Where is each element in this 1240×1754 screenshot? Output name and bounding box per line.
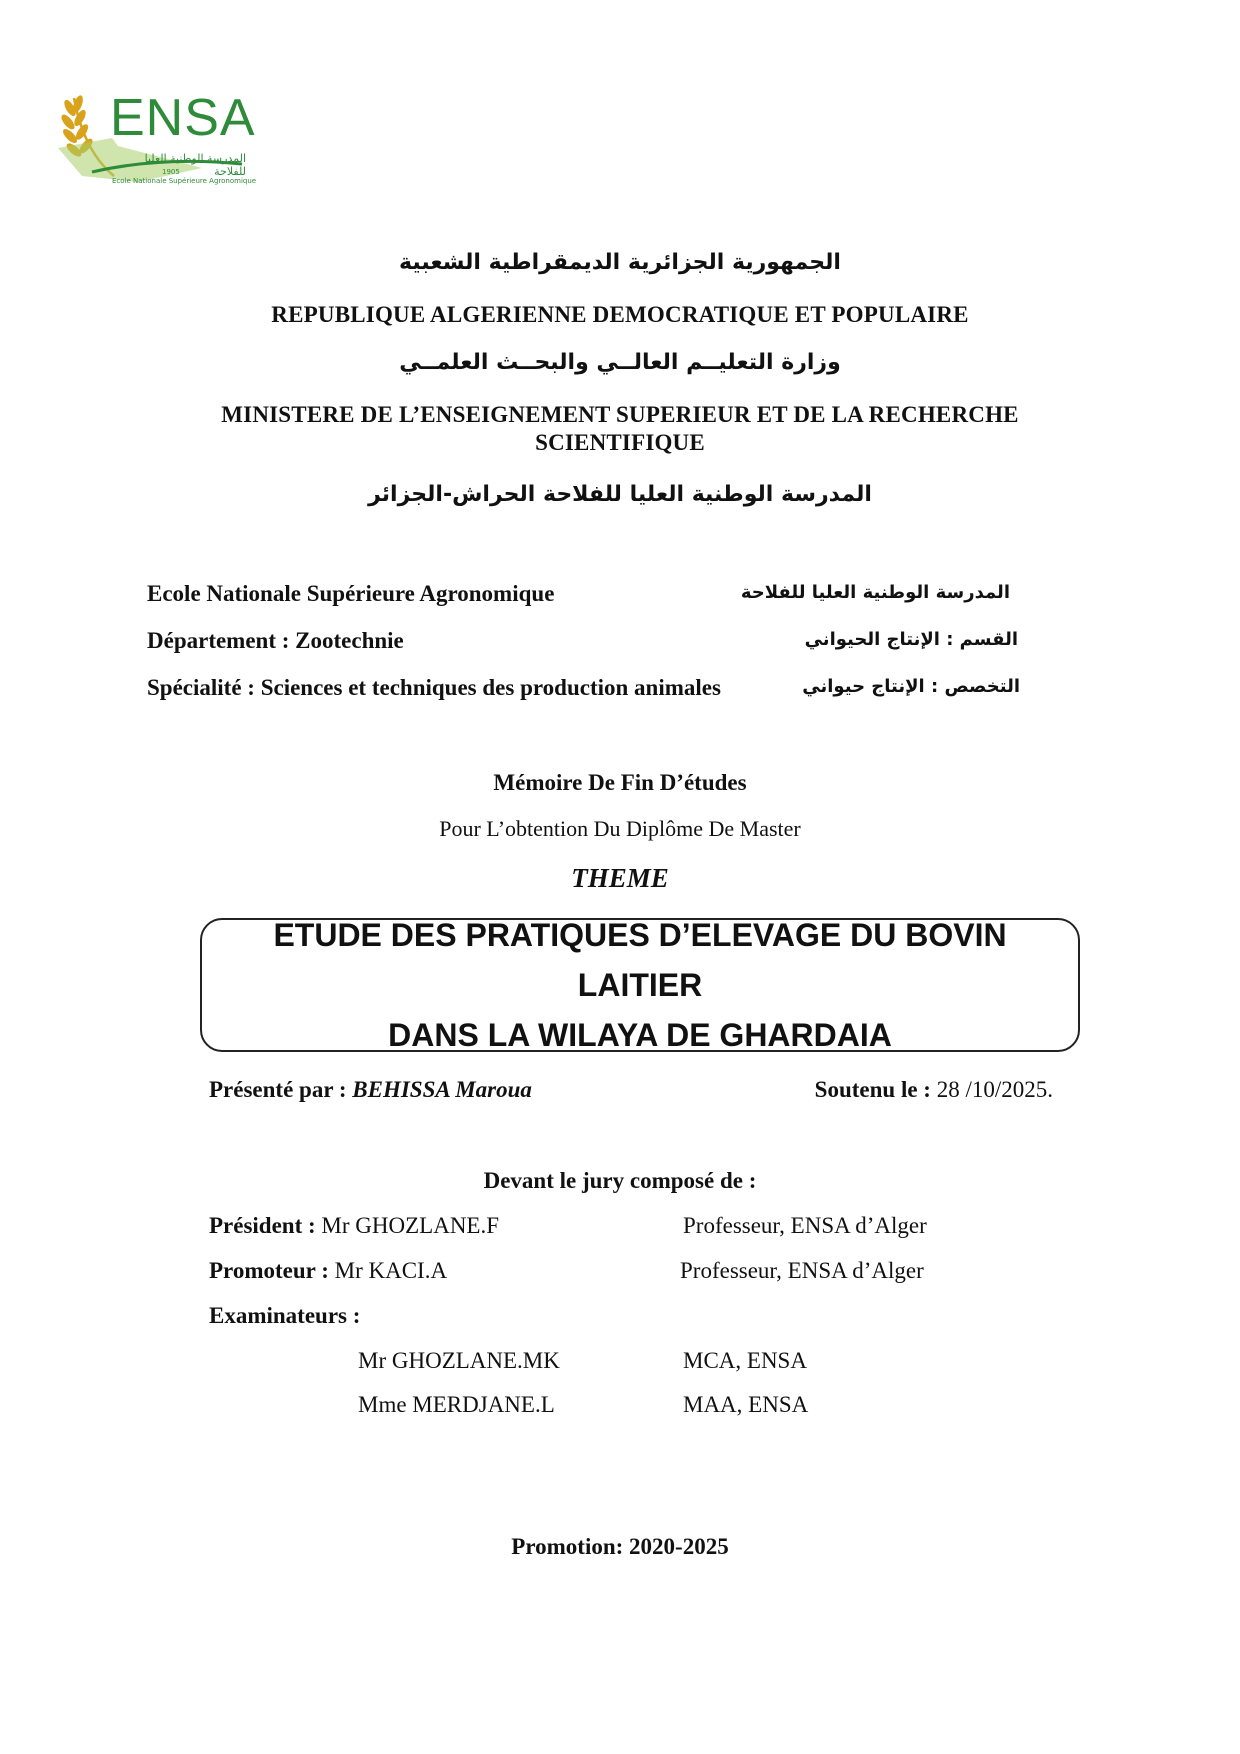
ministry-french-line1: MINISTERE DE L’ENSEIGNEMENT SUPERIEUR ET DE LA RECHERCHE bbox=[221, 402, 1019, 427]
promoter-label: Promoteur : bbox=[209, 1258, 329, 1283]
examiners-label: Examinateurs : bbox=[209, 1303, 361, 1328]
defended-on bbox=[815, 1077, 1053, 1103]
examiner-title: MAA, ENSA bbox=[683, 1392, 809, 1417]
theme-title-line2: DANS LA WILAYA DE GHARDAIA bbox=[388, 1017, 892, 1053]
defended-label: Soutenu le : bbox=[814, 1077, 931, 1102]
ensa-logo bbox=[52, 86, 282, 196]
president-row bbox=[209, 1213, 499, 1239]
defended-date: 28 /10/2025. bbox=[936, 1077, 1053, 1102]
department-french: Département : Zootechnie bbox=[147, 628, 404, 653]
promotion: Promotion: 2020-2025 bbox=[511, 1534, 729, 1559]
speciality-arabic: التخصص : الإنتاج حيواني bbox=[802, 676, 1020, 697]
examiner-name: Mr GHOZLANE.MK bbox=[358, 1348, 560, 1373]
examiner-title: MCA, ENSA bbox=[683, 1348, 807, 1373]
speciality-french: Spécialité : Sciences et techniques des production animales bbox=[147, 675, 721, 700]
theme-title bbox=[215, 910, 1065, 1060]
jury-heading: Devant le jury composé de : bbox=[483, 1168, 757, 1193]
ministry-arabic: وزارة التعليــم العالــي والبحــث العلمــي bbox=[399, 350, 841, 375]
logo-arabic-subtitle: المدرسة الوطنية العليا للفلاحة bbox=[144, 152, 246, 178]
promoter-name: Mr KACI.A bbox=[334, 1258, 448, 1283]
examiner-name: Mme MERDJANE.L bbox=[358, 1392, 555, 1417]
presented-label: Présenté par : bbox=[209, 1077, 347, 1102]
president-title: Professeur, ENSA d’Alger bbox=[683, 1213, 927, 1238]
theme-box bbox=[200, 918, 1080, 1052]
school-arabic-header: المدرسة الوطنية العليا للفلاحة الحراش-الجزائر bbox=[368, 482, 872, 507]
memoir-title: Mémoire De Fin D’études bbox=[493, 770, 747, 795]
department-arabic: القسم : الإنتاج الحيواني bbox=[804, 629, 1018, 650]
president-name: Mr GHOZLANE.F bbox=[321, 1213, 500, 1238]
republic-arabic: الجمهورية الجزائرية الديمقراطية الشعبية bbox=[399, 250, 841, 275]
school-arabic: المدرسة الوطنية العليا للفلاحة bbox=[740, 582, 1010, 603]
logo-year: 1905 bbox=[162, 168, 180, 176]
promoter-title: Professeur, ENSA d’Alger bbox=[680, 1258, 924, 1283]
republic-french: REPUBLIQUE ALGERIENNE DEMOCRATIQUE ET POPULAIRE bbox=[271, 302, 969, 327]
promoter-row bbox=[209, 1258, 447, 1284]
theme-title-line1: ETUDE DES PRATIQUES D’ELEVAGE DU BOVIN LAITIER bbox=[273, 917, 1007, 1003]
theme-label: THEME bbox=[571, 863, 669, 893]
logo-text: ENSA bbox=[110, 89, 256, 147]
ministry-french-line2: SCIENTIFIQUE bbox=[535, 430, 705, 455]
school-french: Ecole Nationale Supérieure Agronomique bbox=[147, 581, 555, 606]
presented-name: BEHISSA Maroua bbox=[352, 1077, 532, 1102]
president-label: Président : bbox=[209, 1213, 316, 1238]
memoir-subtitle: Pour L’obtention Du Diplôme De Master bbox=[439, 816, 801, 841]
logo-french-subtitle: Ecole Nationale Supérieure Agronomique bbox=[112, 177, 257, 185]
presented-by bbox=[209, 1077, 532, 1103]
